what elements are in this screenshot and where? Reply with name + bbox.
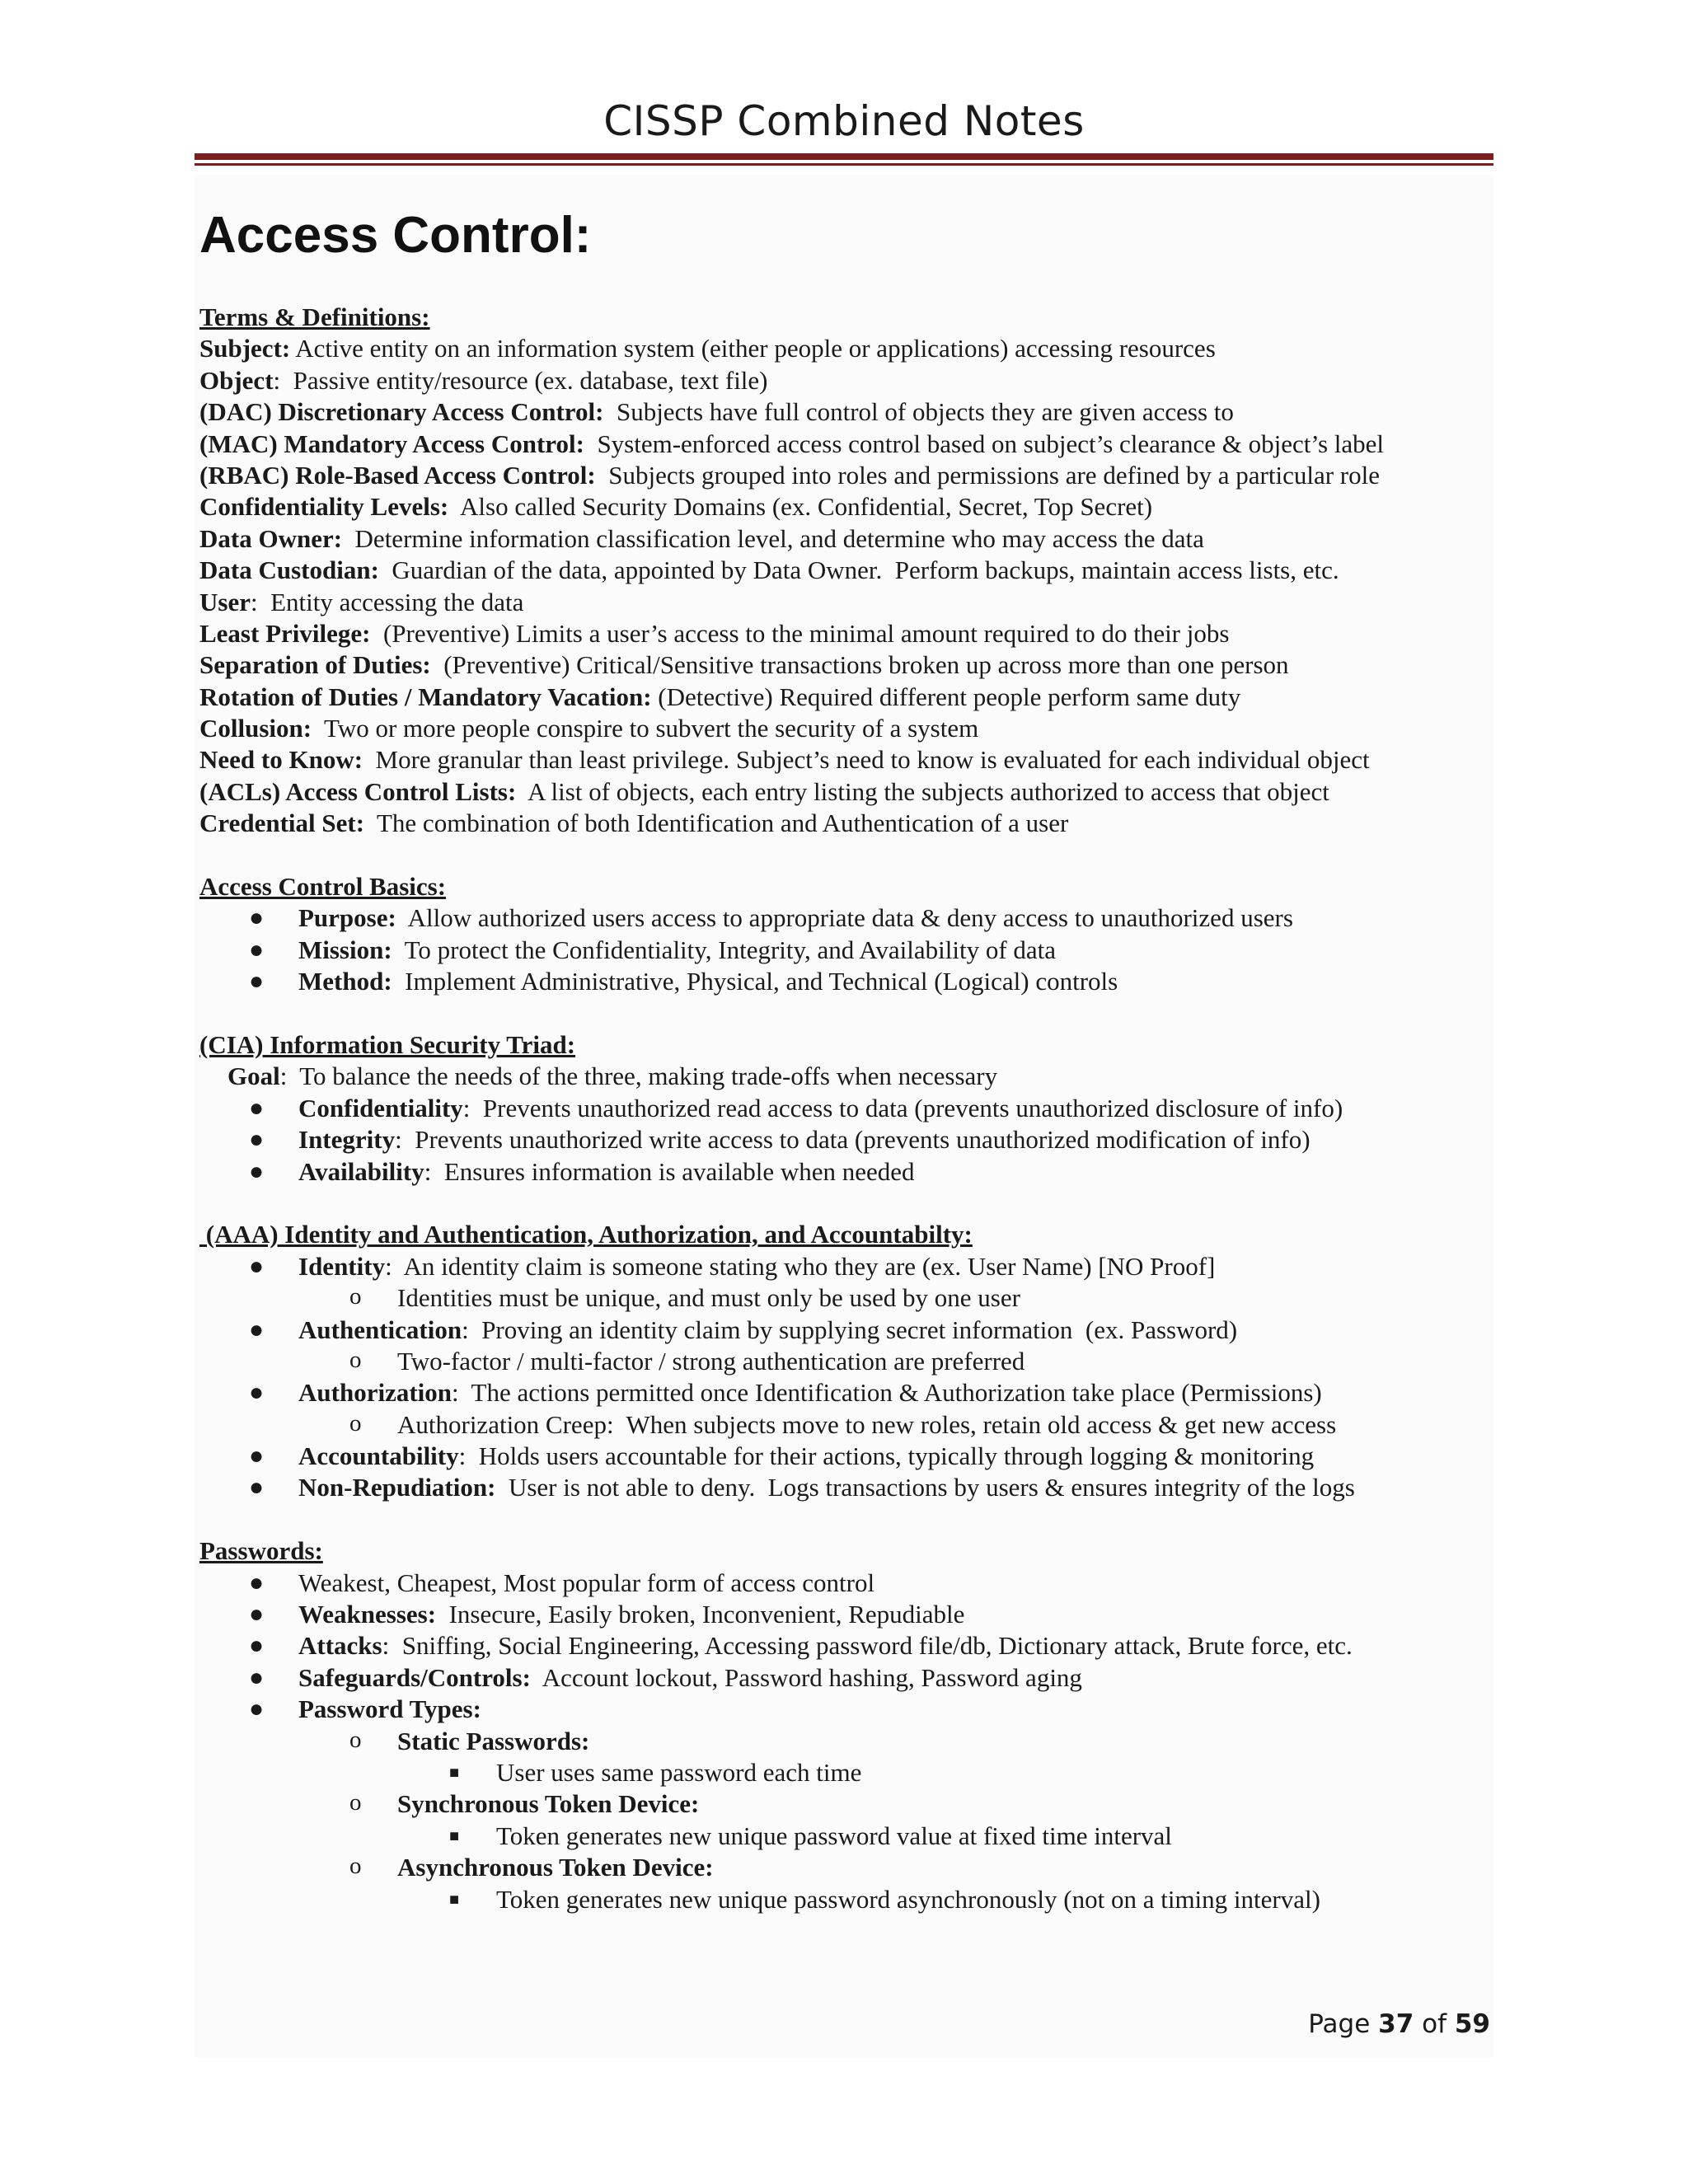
square-marker: ■: [449, 1826, 460, 1845]
list-item: ● Attacks: Sniffing, Social Engineering, Accessing password file/db, Dictionary attack, Brute force, etc.: [199, 1630, 1493, 1661]
term-definition-row: [199, 808, 1493, 839]
circle-marker: o: [349, 1346, 362, 1373]
square-marker: ■: [449, 1763, 460, 1782]
term-definition: (Preventive) Limits a user’s access to the minimal amount required to do their jobs: [370, 618, 1230, 648]
list-item: ● Confidentiality: Prevents unauthorized read access to data (prevents unauthorized disclosure of info): [199, 1093, 1493, 1124]
bullet-marker: ●: [249, 1442, 265, 1470]
list-item: ● Availability: Ensures information is available when needed: [199, 1156, 1493, 1188]
bullet-marker: ●: [249, 1094, 265, 1122]
sub-sub-list-item: ■ User uses same password each time: [199, 1757, 1493, 1788]
term-definition: The combination of both Identification and Authentication of a user: [364, 808, 1069, 838]
term-definition: Guardian of the data, appointed by Data Owner. Perform backups, maintain access lists, etc.: [378, 555, 1339, 585]
sub-list-item: o Two-factor / multi-factor / strong authentication are preferred: [199, 1346, 1493, 1377]
header-rule-thin: [195, 163, 1493, 166]
term-definition-row: [199, 460, 1493, 491]
page-number: Page 37 of 59: [1308, 2009, 1490, 2039]
circle-marker: o: [349, 1726, 362, 1753]
section-title: Access Control:: [199, 207, 592, 264]
list-item: ● Non-Repudiation: User is not able to deny. Logs transactions by users & ensures integrity of the logs: [199, 1472, 1493, 1503]
term-definition-row: [199, 744, 1493, 776]
list-item: ● Authorization: The actions permitted once Identification & Authorization take place (Permissions): [199, 1377, 1493, 1408]
list-item: ● Accountability: Holds users accountable for their actions, typically through logging & monitoring: [199, 1441, 1493, 1472]
term-label: Subject:: [199, 334, 291, 363]
sub-list-item: o Identities must be unique, and must only be used by one user: [199, 1282, 1493, 1314]
term-definition: Subjects grouped into roles and permissions are defined by a particular role: [595, 460, 1380, 490]
term-definition: System-enforced access control based on subject’s clearance & object’s label: [584, 429, 1385, 458]
bullet-marker: ●: [249, 1315, 265, 1343]
circle-marker: o: [349, 1853, 362, 1880]
list-item: ● Authentication: Proving an identity claim by supplying secret information (ex. Password): [199, 1315, 1493, 1346]
circle-marker: o: [349, 1789, 362, 1816]
sub-sub-list-item: ■ Token generates new unique password asynchronously (not on a timing interval): [199, 1884, 1493, 1915]
term-definition: (Preventive) Critical/Sensitive transactions broken up across more than one person: [430, 650, 1289, 680]
bullet-marker: ●: [249, 1379, 265, 1407]
aaa-heading: (AAA) Identity and Authentication, Authorization, and Accountabilty:: [199, 1220, 973, 1249]
term-definition: : Entity accessing the data: [250, 587, 524, 616]
term-label: Confidentiality Levels:: [199, 492, 449, 522]
list-item: ● Method: Implement Administrative, Physical, and Technical (Logical) controls: [199, 966, 1493, 997]
sub-list-item: o Asynchronous Token Device:: [199, 1852, 1493, 1883]
bullet-marker: ●: [249, 904, 265, 932]
list-item: ● Mission: To protect the Confidentiality, Integrity, and Availability of data: [199, 935, 1493, 966]
term-label: Credential Set:: [199, 808, 365, 838]
bullet-marker: ●: [249, 1568, 265, 1596]
list-item: ● Purpose: Allow authorized users access to appropriate data & deny access to unauthorized users: [199, 902, 1493, 934]
sub-sub-list-item: ■ Token generates new unique password value at fixed time interval: [199, 1821, 1493, 1852]
terms-list: [199, 333, 1493, 839]
sub-list-item: o Synchronous Token Device:: [199, 1788, 1493, 1820]
term-definition-row: [199, 365, 1493, 396]
list-item: ● Password Types:: [199, 1694, 1493, 1725]
term-label: Rotation of Duties / Mandatory Vacation:: [199, 682, 652, 711]
circle-marker: o: [349, 1283, 362, 1310]
term-definition: Two or more people conspire to subvert the security of a system: [312, 714, 979, 743]
term-definition-row: [199, 333, 1493, 364]
term-label: Least Privilege:: [199, 618, 371, 648]
term-label: Need to Know:: [199, 745, 363, 775]
term-definition-row: [199, 649, 1493, 681]
term-definition: Active entity on an information system (either people or applications) accessing resources: [290, 334, 1216, 363]
sub-list-item: o Static Passwords:: [199, 1726, 1493, 1757]
term-definition-row: [199, 587, 1493, 618]
term-label: (RBAC) Role-Based Access Control:: [199, 460, 596, 490]
list-item: ● Weaknesses: Insecure, Easily broken, Inconvenient, Repudiable: [199, 1599, 1493, 1630]
bullet-marker: ●: [249, 1663, 265, 1691]
term-label: Separation of Duties:: [199, 650, 431, 680]
bullet-marker: ●: [249, 1157, 265, 1185]
term-label: (MAC) Mandatory Access Control:: [199, 429, 584, 458]
square-marker: ■: [449, 1890, 460, 1909]
list-item: ● Safeguards/Controls: Account lockout, Password hashing, Password aging: [199, 1662, 1493, 1694]
term-definition-row: [199, 523, 1493, 555]
list-item: ● Identity: An identity claim is someone stating who they are (ex. User Name) [NO Proof]: [199, 1251, 1493, 1282]
term-definition: : Passive entity/resource (ex. database, text file): [273, 365, 768, 395]
terms-heading: Terms & Definitions:: [199, 302, 430, 331]
term-label: Collusion:: [199, 714, 312, 743]
term-definition-row: [199, 491, 1493, 523]
bullet-marker: ●: [249, 968, 265, 996]
list-item: ● Weakest, Cheapest, Most popular form of access control: [199, 1568, 1493, 1599]
bullet-marker: ●: [249, 1474, 265, 1502]
bullet-marker: ●: [249, 1632, 265, 1660]
cia-goal: Goal: To balance the needs of the three, making trade-offs when necessary: [227, 1062, 998, 1091]
bullet-marker: ●: [249, 935, 265, 963]
term-label: Object: [199, 365, 274, 395]
term-label: (ACLs) Access Control Lists:: [199, 776, 517, 806]
notes-content: [199, 302, 1493, 1915]
term-definition: A list of objects, each entry listing the subjects authorized to access that object: [516, 776, 1329, 806]
bullet-marker: ●: [249, 1252, 265, 1280]
term-definition-row: [199, 776, 1493, 808]
term-definition-row: [199, 682, 1493, 713]
term-definition: Also called Security Domains (ex. Confidential, Secret, Top Secret): [448, 492, 1153, 522]
term-label: (DAC) Discretionary Access Control:: [199, 397, 604, 427]
term-definition-row: [199, 713, 1493, 744]
bullet-marker: ●: [249, 1695, 265, 1723]
bullet-marker: ●: [249, 1601, 265, 1629]
header-rule-thick: [195, 153, 1493, 160]
term-label: Data Owner:: [199, 523, 343, 553]
bullet-marker: ●: [249, 1126, 265, 1154]
term-label: Data Custodian:: [199, 555, 379, 585]
term-definition: Subjects have full control of objects they are given access to: [603, 397, 1234, 427]
term-definition-row: [199, 555, 1493, 586]
term-definition-row: [199, 396, 1493, 428]
circle-marker: o: [349, 1409, 362, 1436]
term-definition-row: [199, 429, 1493, 460]
term-label: User: [199, 587, 251, 616]
cia-heading: (CIA) Information Security Triad:: [199, 1029, 576, 1059]
term-definition: More granular than least privilege. Subject’s need to know is evaluated for each individual object: [363, 745, 1370, 775]
basics-heading: Access Control Basics:: [199, 872, 447, 902]
sub-list-item: o Authorization Creep: When subjects move to new roles, retain old access & get new access: [199, 1409, 1493, 1441]
term-definition: Determine information classification level, and determine who may access the data: [342, 523, 1204, 553]
list-item: ● Integrity: Prevents unauthorized write access to data (prevents unauthorized modification of info): [199, 1124, 1493, 1155]
term-definition: (Detective) Required different people perform same duty: [651, 682, 1241, 711]
term-definition-row: [199, 618, 1493, 649]
page-header-title: CISSP Combined Notes: [603, 97, 1085, 145]
passwords-heading: Passwords:: [199, 1536, 323, 1566]
